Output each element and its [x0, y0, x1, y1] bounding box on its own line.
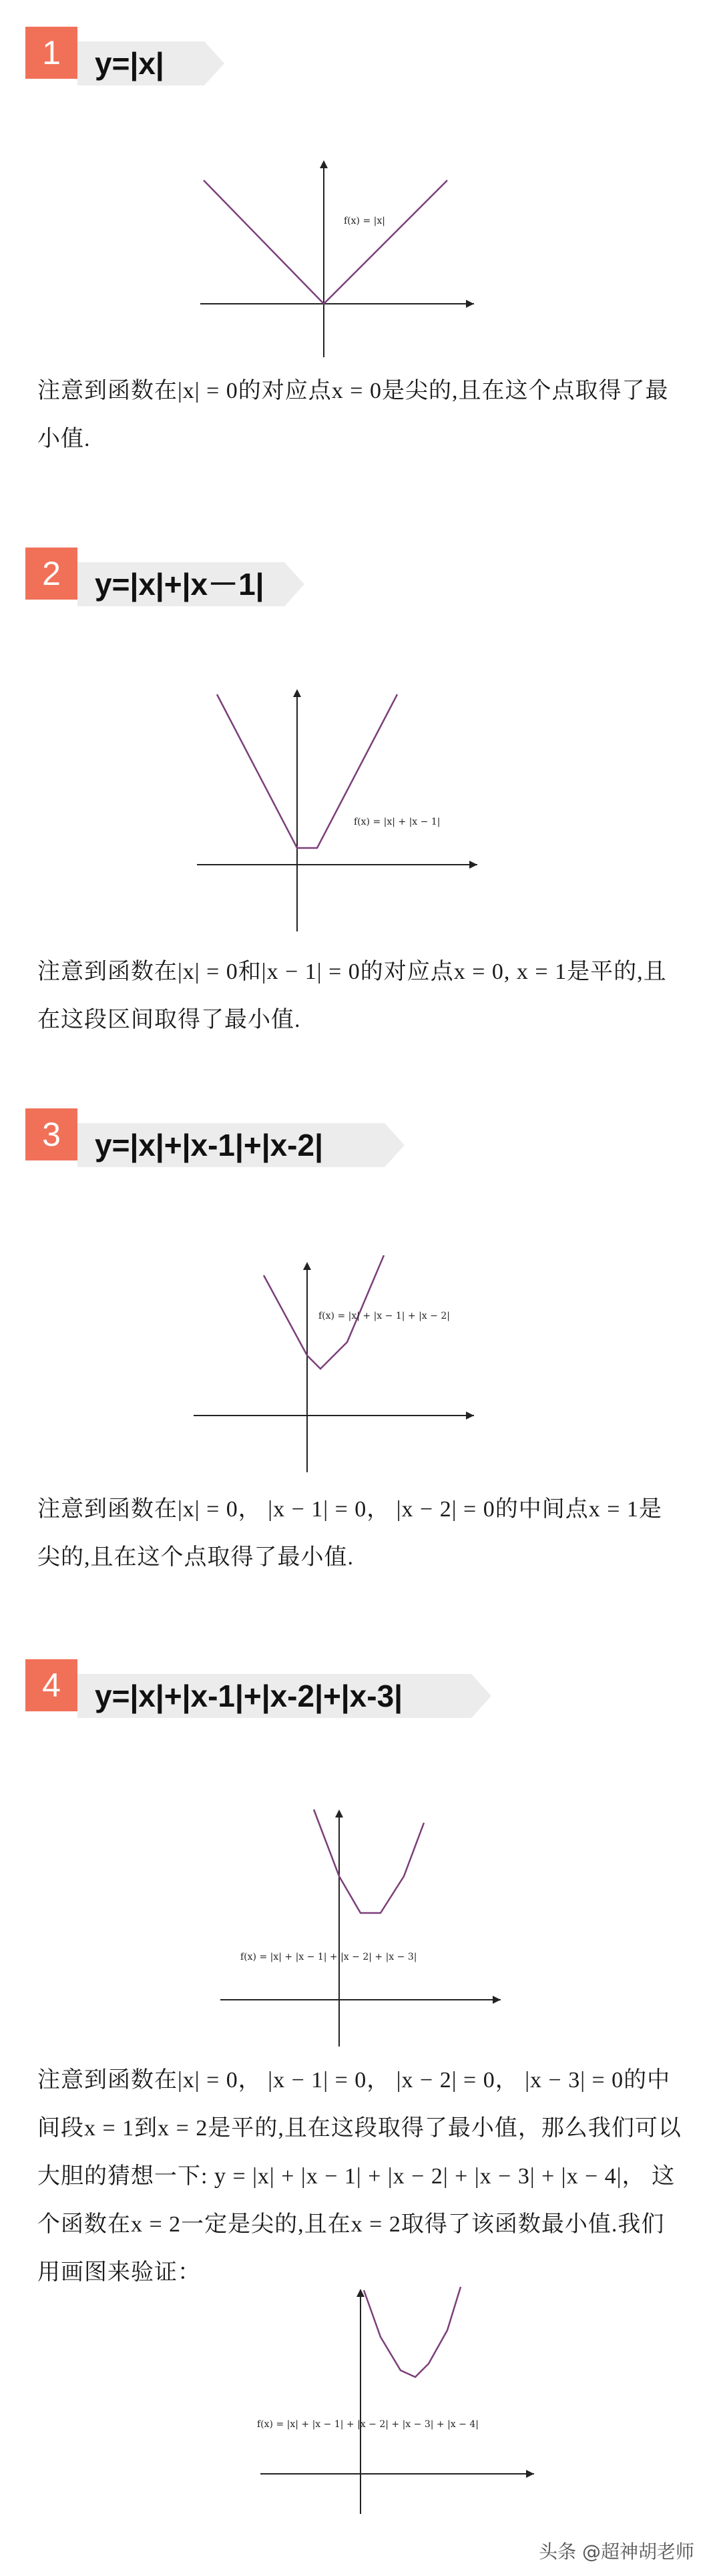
watermark: 头条 @超神胡老师: [539, 2541, 694, 2563]
section-2-text: 注意到函数在|x| = 0和|x − 1| = 0的对应点x = 0, x = 1是平的,且在这段区间取得了最小值.: [37, 959, 667, 1032]
function-label: f(x) = |x| + |x − 1| + |x − 2| + |x − 3|: [240, 1952, 417, 1962]
section-title: y=|x|: [95, 46, 164, 81]
function-label: f(x) = |x| + |x − 1|: [354, 817, 441, 827]
graph-3-svg: [187, 1255, 481, 1476]
graph-5: [254, 2284, 541, 2517]
section-4-text: 注意到函数在|x| = 0， |x − 1| = 0， |x − 2| = 0， |x − 3| = 0的中间段x = 1到x = 2是平的,且在这段取得了最小值，那么我们可以大胆的猜想一下: y = |x| + |x − 1| + |x − 2| + |x − 3| + |x − 4|， 这个函数在x = 2一定是尖的,且在x = 2取得了该函数最小值.我们用画图来验证：: [37, 2068, 682, 2285]
section-3-header: [25, 1108, 693, 1168]
section-number-badge: 3: [25, 1108, 77, 1160]
function-label: f(x) = |x| + |x − 1| + |x − 2| + |x − 3| + |x − 4|: [257, 2419, 479, 2430]
graph-5-svg: [254, 2284, 541, 2517]
section-title: y=|x|+|x－1|: [95, 567, 264, 602]
section-number-badge: 4: [25, 1659, 77, 1711]
section-title: y=|x|+|x-1|+|x-2|: [95, 1128, 323, 1162]
graph-4: [214, 1803, 507, 2050]
function-label: f(x) = |x| + |x − 1| + |x − 2|: [318, 1311, 450, 1321]
section-number-badge: 2: [25, 548, 77, 600]
section-2-header: [25, 548, 693, 608]
section-4-header: [25, 1659, 693, 1719]
graph-1: [194, 154, 481, 361]
section-number-badge: 1: [25, 27, 77, 79]
graph-2-svg: [190, 681, 484, 935]
section-3-text: 注意到函数在|x| = 0， |x − 1| = 0， |x − 2| = 0的中间点x = 1是尖的,且在这个点取得了最小值.: [37, 1497, 662, 1570]
graph-4-svg: [214, 1803, 507, 2050]
section-title: y=|x|+|x-1|+|x-2|+|x-3|: [95, 1679, 403, 1713]
graph-3: [187, 1255, 481, 1476]
section-1-text: 注意到函数在|x| = 0的对应点x = 0是尖的,且在这个点取得了最小值.: [37, 379, 669, 451]
section-1-header: [25, 27, 693, 87]
graph-2: [190, 681, 484, 935]
function-label: f(x) = |x|: [344, 216, 385, 226]
graph-1-svg: [194, 154, 481, 361]
